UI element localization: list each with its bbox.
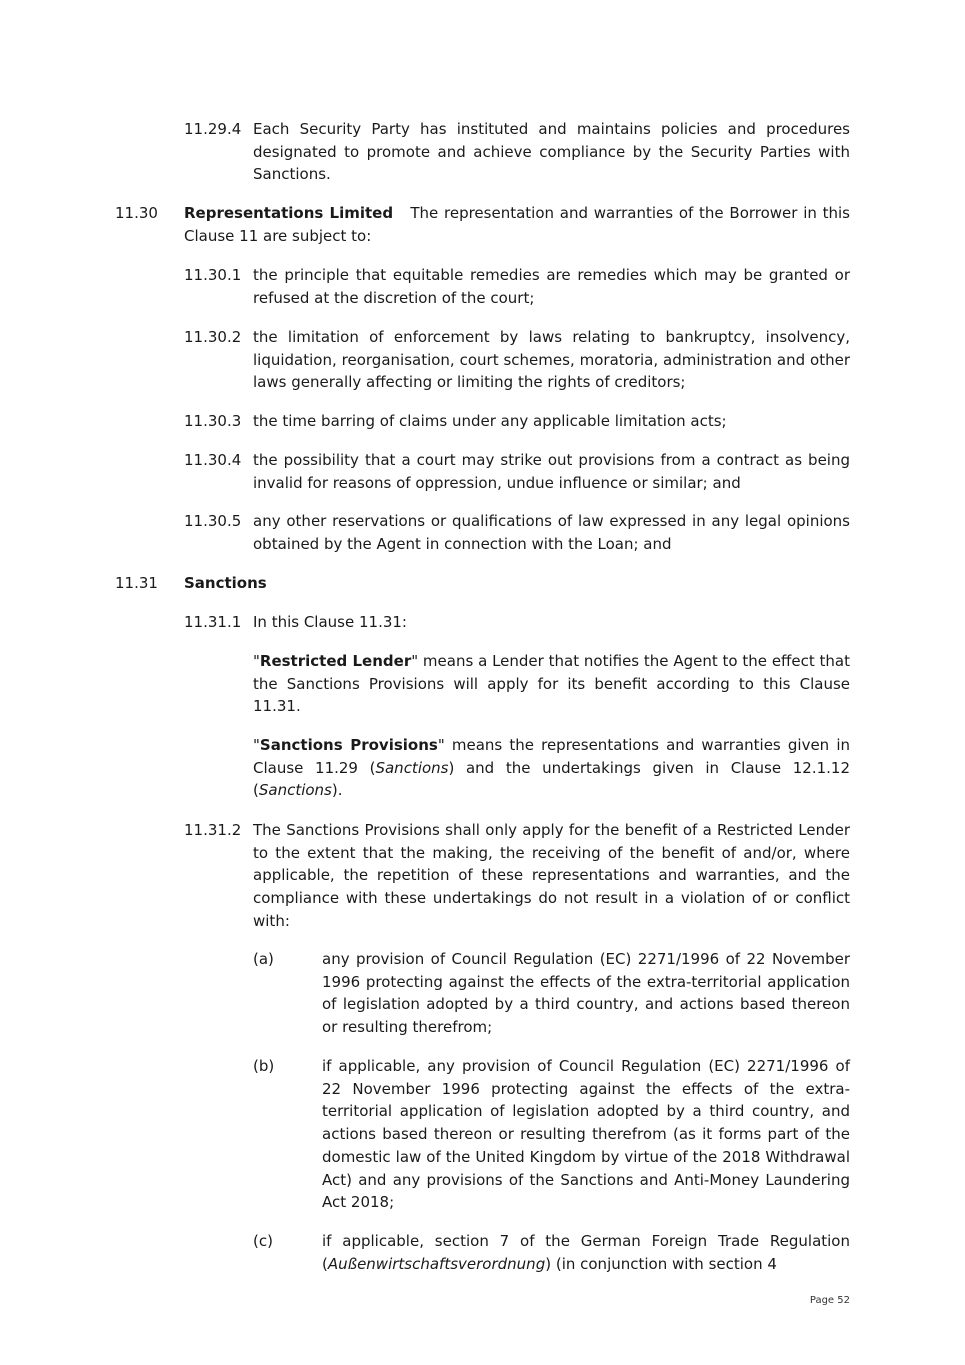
clause-text: the limitation of enforcement by laws relating to bankruptcy, insolvency, liquidation, reorganisation, court schemes, moratoria, administration and other laws generally affecting or limiting the rights of creditors; <box>253 328 850 392</box>
list-label: (a) <box>253 950 274 968</box>
clause-number: 11.30.2 <box>184 328 242 346</box>
clause-text: any other reservations or qualifications of law expressed in any legal opinions obtained by the Agent in connection with the Loan; and <box>253 512 850 553</box>
clause-text: the principle that equitable remedies are remedies which may be granted or refused at the discretion of the court; <box>253 266 850 307</box>
clause-number: 11.31.1 <box>184 613 242 631</box>
page-number: Page 52 <box>809 1295 850 1306</box>
italic-reference: Außenwirtschaftsverordnung <box>327 1254 546 1273</box>
list-item-text: if applicable, any provision of Council Regulation (EC) 2271/1996 of 22 November 1996 protecting against the effects of the extra-territorial application of legislation adopted by a third country, and actions based thereon or resulting therefrom (as it forms part of the domestic law of the United Kingdom by virtue of the 2018 Withdrawal Act) and any provisions of the Sanctions and Anti-Money Laundering Act 2018; <box>322 1057 850 1212</box>
quote-mark: " <box>253 652 260 670</box>
clause-text: Each Security Party has instituted and maintains policies and procedures designated to promote and achieve compliance by the Security Parties with Sanctions. <box>253 120 850 184</box>
definition-text: ) and the undertakings given in Clause 12.1.12 ( <box>253 758 850 800</box>
clause-number: 11.30 <box>115 204 158 222</box>
clause-number: 11.30.5 <box>184 512 242 530</box>
clause-number: 11.30.4 <box>184 451 242 469</box>
quote-mark: " <box>411 652 419 670</box>
italic-reference: Sanctions <box>258 781 332 800</box>
definition-text: means a Lender that notifies the Agent to the effect that the Sanctions Provisions will apply for its benefit according to this Clause 11.31. <box>253 652 850 716</box>
definition-restricted-lender <box>253 650 850 718</box>
clause-number: 11.31 <box>115 574 158 592</box>
clause-heading-text: Sanctions <box>184 574 267 592</box>
clause-number: 11.30.1 <box>184 266 242 284</box>
list-item-text <box>322 1230 850 1275</box>
quote-mark: " <box>253 736 260 754</box>
defined-term: Sanctions Provisions <box>259 736 438 754</box>
clause-text: In this Clause 11.31: <box>253 613 407 631</box>
clause-text: The Sanctions Provisions shall only apply for the benefit of a Restricted Lender to the extent that the making, the receiving of the benefit of and/or, where applicable, the repetition of these representations and warranties, and the compliance with these undertakings do not result in a violation of or conflict with: <box>253 821 850 930</box>
clause-number: 11.29.4 <box>184 120 242 138</box>
list-item-text-part: ) (in conjunction with section 4 <box>545 1254 777 1273</box>
clause-text: the possibility that a court may strike out provisions from a contract as being invalid for reasons of oppression, undue influence or similar; and <box>253 451 850 492</box>
clause-number: 11.30.3 <box>184 412 242 430</box>
definition-sanctions-provisions <box>253 734 850 802</box>
clause-heading <box>184 572 267 595</box>
list-item-text-part: if applicable, section 7 of the German Foreign Trade Regulation ( <box>322 1232 850 1273</box>
list-label: (b) <box>253 1057 275 1075</box>
quote-mark: " <box>437 736 445 754</box>
defined-term: Restricted Lender <box>259 652 412 670</box>
definition-text: ). <box>331 781 343 800</box>
clause-text: The representation and warranties of the Borrower in this Clause 11 are subject to: <box>184 204 850 245</box>
clause-text: the time barring of claims under any applicable limitation acts; <box>253 412 727 430</box>
list-item-text: any provision of Council Regulation (EC) 2271/1996 of 22 November 1996 protecting against the effects of the extra-territorial application of legislation adopted by a third country, and actions based thereon or resulting therefrom; <box>322 950 850 1037</box>
definition-text: means the representations and warranties given in Clause 11.29 ( <box>253 736 850 777</box>
clause-paragraph <box>184 202 850 247</box>
clause-heading: Representations Limited <box>184 204 394 222</box>
italic-reference: Sanctions <box>375 758 449 777</box>
clause-number: 11.31.2 <box>184 821 242 839</box>
list-label: (c) <box>253 1232 273 1250</box>
